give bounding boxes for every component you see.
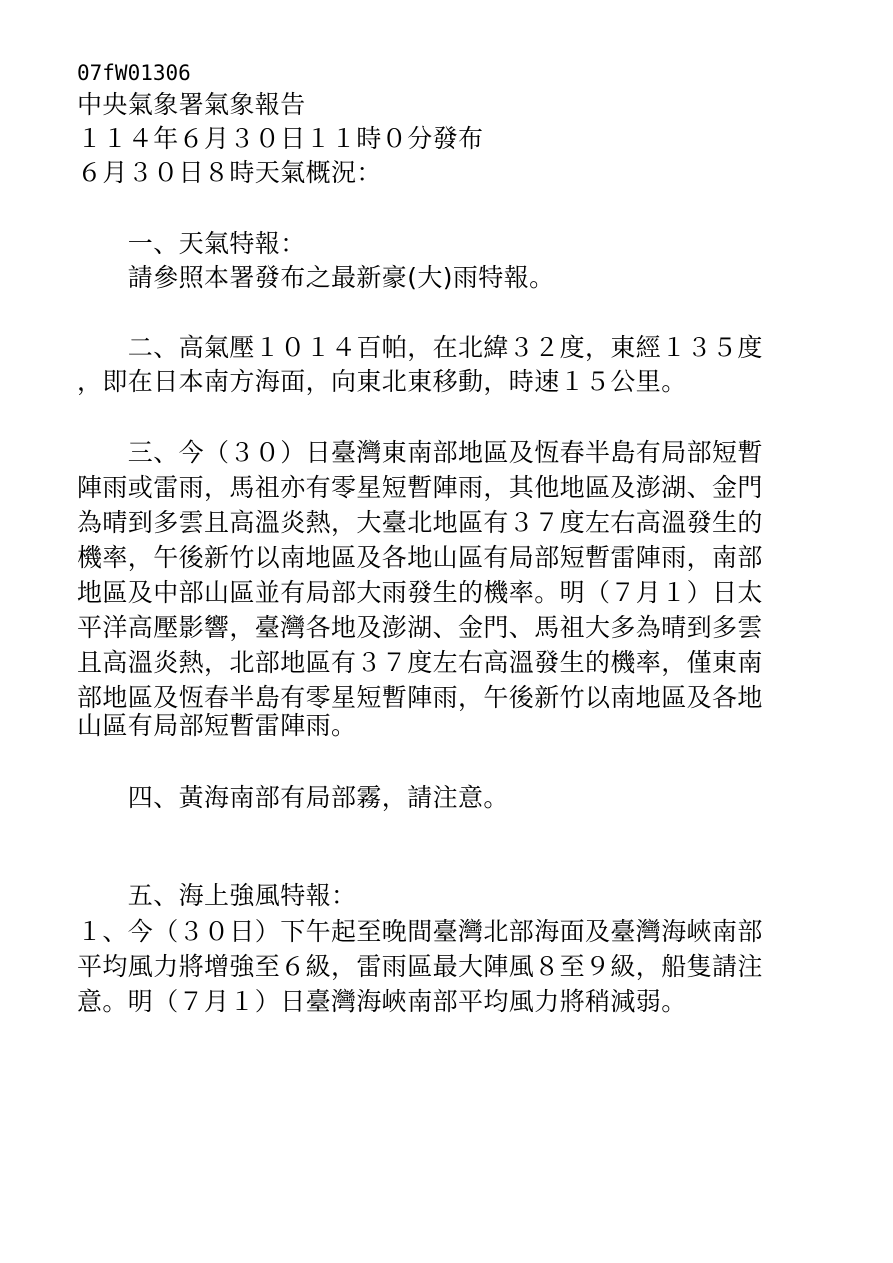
report-title: 中央氣象署氣象報告 <box>77 90 306 119</box>
section-line: 平洋高壓影響，臺灣各地及澎湖、金門、馬祖大多為晴到多雲 <box>77 613 763 642</box>
document-id: 07fW01306 <box>77 61 191 85</box>
section-line: 為晴到多雲且高溫炎熱，大臺北地區有３７度左右高溫發生的 <box>77 508 763 537</box>
issue-time: １１４年６月３０日１１時０分發布 <box>77 124 484 153</box>
section-heading: 五、海上強風特報： <box>77 881 357 910</box>
section-line: 陣雨或雷雨，馬祖亦有零星短暫陣雨，其他地區及澎湖、金門 <box>77 473 763 502</box>
section-line: 三、今（３０）日臺灣東南部地區及恆春半島有局部短暫 <box>77 438 763 467</box>
overview-heading: ６月３０日８時天氣概況： <box>77 158 382 187</box>
section-line: 部地區及恆春半島有零星短暫陣雨，午後新竹以南地區及各地 <box>77 683 763 712</box>
section-line: 地區及中部山區並有局部大雨發生的機率。明（７月１）日太 <box>77 578 763 607</box>
section-line: 請參照本署發布之最新豪(大)雨特報。 <box>77 263 555 292</box>
section-line: 二、高氣壓１０１４百帕，在北緯３２度，東經１３５度 <box>77 333 763 362</box>
section-line: 四、黃海南部有局部霧，請注意。 <box>77 783 509 812</box>
section-heading: 一、天氣特報： <box>77 229 306 258</box>
section-line: 意。明（７月１）日臺灣海峽南部平均風力將稍減弱。 <box>77 987 687 1016</box>
section-line: 平均風力將增強至６級，雷雨區最大陣風８至９級，船隻請注 <box>77 952 763 981</box>
section-line: 機率，午後新竹以南地區及各地山區有局部短暫雷陣雨，南部 <box>77 543 763 572</box>
section-line: 且高溫炎熱，北部地區有３７度左右高溫發生的機率，僅東南 <box>77 648 763 677</box>
section-line: 山區有局部短暫雷陣雨。 <box>77 711 357 740</box>
section-line: ，即在日本南方海面，向東北東移動，時速１５公里。 <box>77 367 687 396</box>
section-line: １、今（３０日）下午起至晚間臺灣北部海面及臺灣海峽南部 <box>77 917 763 946</box>
